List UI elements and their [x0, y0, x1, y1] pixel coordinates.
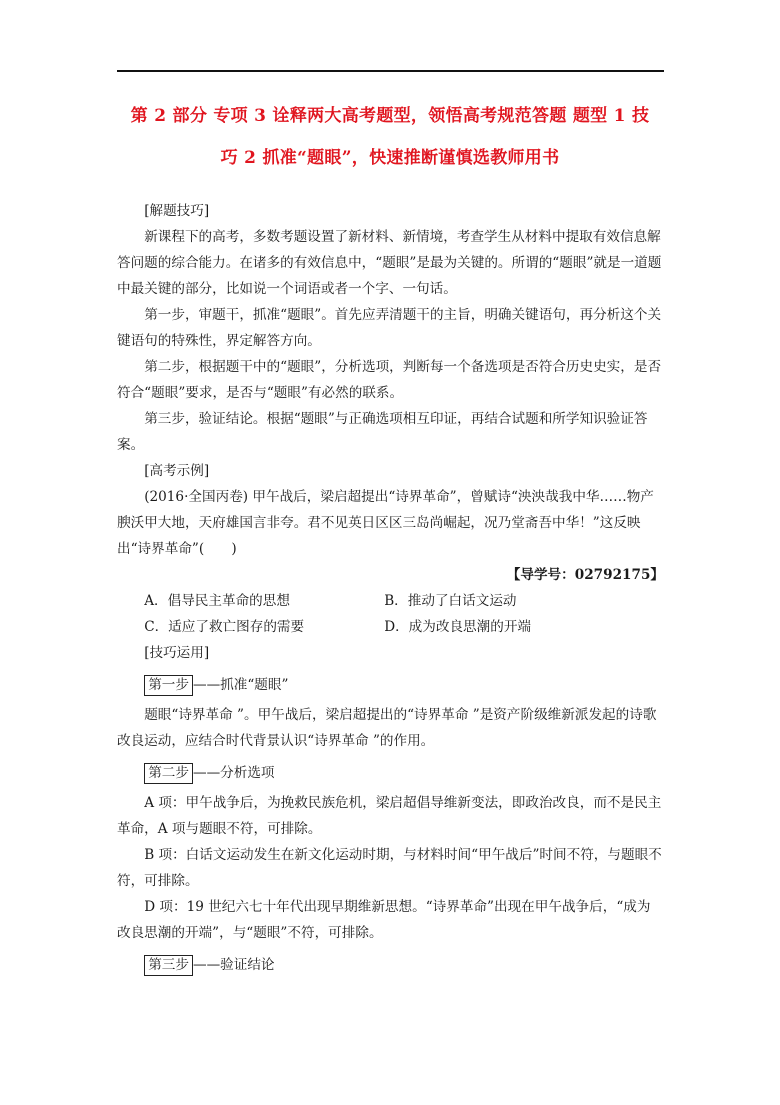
step-3-title: ——验证结论: [192, 957, 275, 973]
step-1-title: ——抓准“题眼”: [192, 677, 289, 693]
step-1-paragraph: 第一步，审题干，抓准“题眼”。首先应弄清题干的主旨，明确关键语句，再分析这个关键语句的特殊性，界定解答方向。: [117, 307, 662, 349]
section-heading-jiqiao: [技巧运用]: [144, 645, 210, 661]
document-body: [117, 198, 664, 982]
top-rule: [117, 70, 664, 72]
option-c: C．适应了救亡图存的需要: [144, 619, 305, 635]
section-heading-jieti: [解题技巧]: [144, 203, 210, 219]
option-d: D．成为改良思潮的开端: [384, 619, 532, 635]
question-stem: (2016·全国丙卷) 甲午战后，梁启超提出“诗界革命”，曾赋诗“泱泱哉我中华……物产腴沃甲大地，天府雄国言非夸。君不见英日区区三岛尚崛起，况乃堂斋吾中华！”这反映出“诗界革命”( ): [117, 489, 654, 557]
step-2-box: 第二步: [144, 763, 193, 784]
title-line-2: 巧 2 抓准“题眼”，快速推断谨慎选教师用书: [220, 148, 560, 168]
option-b-analysis: B 项：白话文运动发生在新文化运动时期，与材料时间“甲午战后”时间不符，与题眼不符，可排除。: [117, 847, 662, 889]
title-line-1: 第 2 部分 专项 3 诠释两大高考题型，领悟高考规范答题 题型 1 技: [130, 106, 650, 126]
step-2-title: ——分析选项: [192, 765, 275, 781]
step-1-heading: [117, 672, 664, 698]
guide-number: 【导学号：02792175】: [506, 567, 664, 583]
step-3-paragraph: 第三步，验证结论。根据“题眼”与正确选项相互印证，再结合试题和所学知识验证答案。: [117, 411, 648, 453]
option-a: A．倡导民主革命的思想: [144, 593, 290, 609]
intro-paragraph: 新课程下的高考，多数考题设置了新材料、新情境，考查学生从材料中提取有效信息解答问题的综合能力。在诸多的有效信息中，“题眼”是最为关键的。所谓的“题眼”就是一道题中最关键的部分，比如说一个词语或者一个字、一句话。: [117, 229, 662, 297]
option-b: B．推动了白话文运动: [384, 593, 517, 609]
option-d-analysis: D 项：19 世纪六七十年代出现早期维新思想。“诗界革命”出现在甲午战争后，“成为改良思潮的开端”，与“题眼”不符，可排除。: [117, 899, 651, 941]
step-3-box: 第三步: [144, 955, 193, 976]
step-1-analysis: 题眼“诗界革命 ”。甲午战后，梁启超提出的“诗界革命 ”是资产阶级维新派发起的诗歌改良运动，应结合时代背景认识“诗界革命 ”的作用。: [117, 707, 657, 749]
step-2-heading: [117, 760, 664, 786]
options-row-2: [117, 614, 664, 640]
step-3-heading: [117, 952, 664, 978]
section-heading-gaokao: [高考示例]: [144, 463, 210, 479]
options-row-1: [117, 588, 664, 614]
step-1-box: 第一步: [144, 675, 193, 696]
step-2-paragraph: 第二步，根据题干中的“题眼”，分析选项，判断每一个备选项是否符合历史史实，是否符合“题眼”要求，是否与“题眼”有必然的联系。: [117, 359, 662, 401]
option-a-analysis: A 项：甲午战争后，为挽救民族危机，梁启超倡导维新变法，即政治改良，而不是民主革命，A 项与题眼不符，可排除。: [117, 795, 662, 837]
